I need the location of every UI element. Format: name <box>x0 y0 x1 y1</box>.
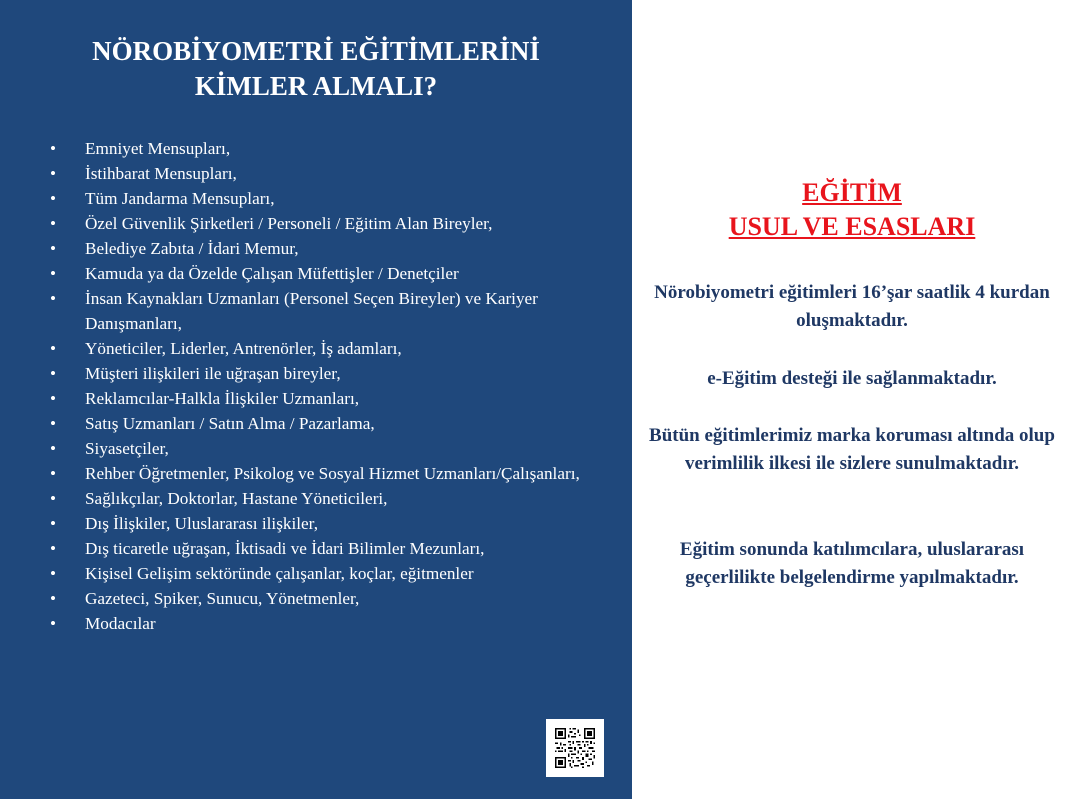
list-item: • Siyasetçiler, <box>50 436 590 461</box>
list-item: • Belediye Zabıta / İdari Memur, <box>50 236 590 261</box>
course-structure-text: Nörobiyometri eğitimleri 16’şar saatlik 4 kurdan oluşmaktadır. <box>654 282 1050 331</box>
right-title <box>632 176 1072 244</box>
list-item: • Müşteri ilişkileri ile uğraşan bireyler, <box>50 361 590 386</box>
list-item: • Sağlıkçılar, Doktorlar, Hastane Yöneticileri, <box>50 486 590 511</box>
certification-text: Eğitim sonunda katılımcılara, uluslararası geçerlilikte belgelendirme yapılmaktadır. <box>679 539 1025 588</box>
list-item: • Yöneticiler, Liderler, Antrenörler, İş adamları, <box>50 336 590 361</box>
list-item: • Reklamcılar-Halkla İlişkiler Uzmanları, <box>50 386 590 411</box>
list-item: • Tüm Jandarma Mensupları, <box>50 186 590 211</box>
list-item: • Özel Güvenlik Şirketleri / Personeli / Eğitim Alan Bireyler, <box>50 211 590 236</box>
e-learning-text: e-Eğitim desteği ile sağlanmaktadır. <box>707 368 997 389</box>
right-title-line1: EĞİTİM <box>802 178 902 207</box>
list-item: • İstihbarat Mensupları, <box>50 161 590 186</box>
list-item: • Satış Uzmanları / Satın Alma / Pazarlama, <box>50 411 590 436</box>
right-panel <box>632 0 1072 799</box>
list-item: • Gazeteci, Spiker, Sunucu, Yönetmenler, <box>50 586 590 611</box>
list-item: • Emniyet Mensupları, <box>50 136 590 161</box>
list-item: • Dış İlişkiler, Uluslararası ilişkiler, <box>50 511 590 536</box>
left-title-line1: NÖROBİYOMETRİ EĞİTİMLERİNİ <box>92 36 540 66</box>
left-title <box>0 34 632 104</box>
list-item: • Modacılar <box>50 611 590 636</box>
list-item: • İnsan Kaynakları Uzmanları (Personel Seçen Bireyler) ve Kariyer Danışmanları, <box>50 286 590 336</box>
qr-code-icon[interactable] <box>546 719 604 777</box>
list-item: • Dış ticaretle uğraşan, İktisadi ve İdari Bilimler Mezunları, <box>50 536 590 561</box>
left-title-line2: KİMLER ALMALI? <box>194 71 438 101</box>
list-item: • Kamuda ya da Özelde Çalışan Müfettişler / Denetçiler <box>50 261 590 286</box>
right-title-line2: USUL VE ESASLARI <box>728 212 976 241</box>
list-item: • Rehber Öğretmenler, Psikolog ve Sosyal Hizmet Uzmanları/Çalışanları, <box>50 461 590 486</box>
audience-list <box>50 136 590 636</box>
brand-protection-text: Bütün eğitimlerimiz marka koruması altında olup verimlilik ilkesi ile sizlere sunulmaktadır. <box>649 425 1055 474</box>
list-item: • Kişisel Gelişim sektöründe çalışanlar, koçlar, eğitmenler <box>50 561 590 586</box>
qr-code-graphic <box>555 728 595 768</box>
